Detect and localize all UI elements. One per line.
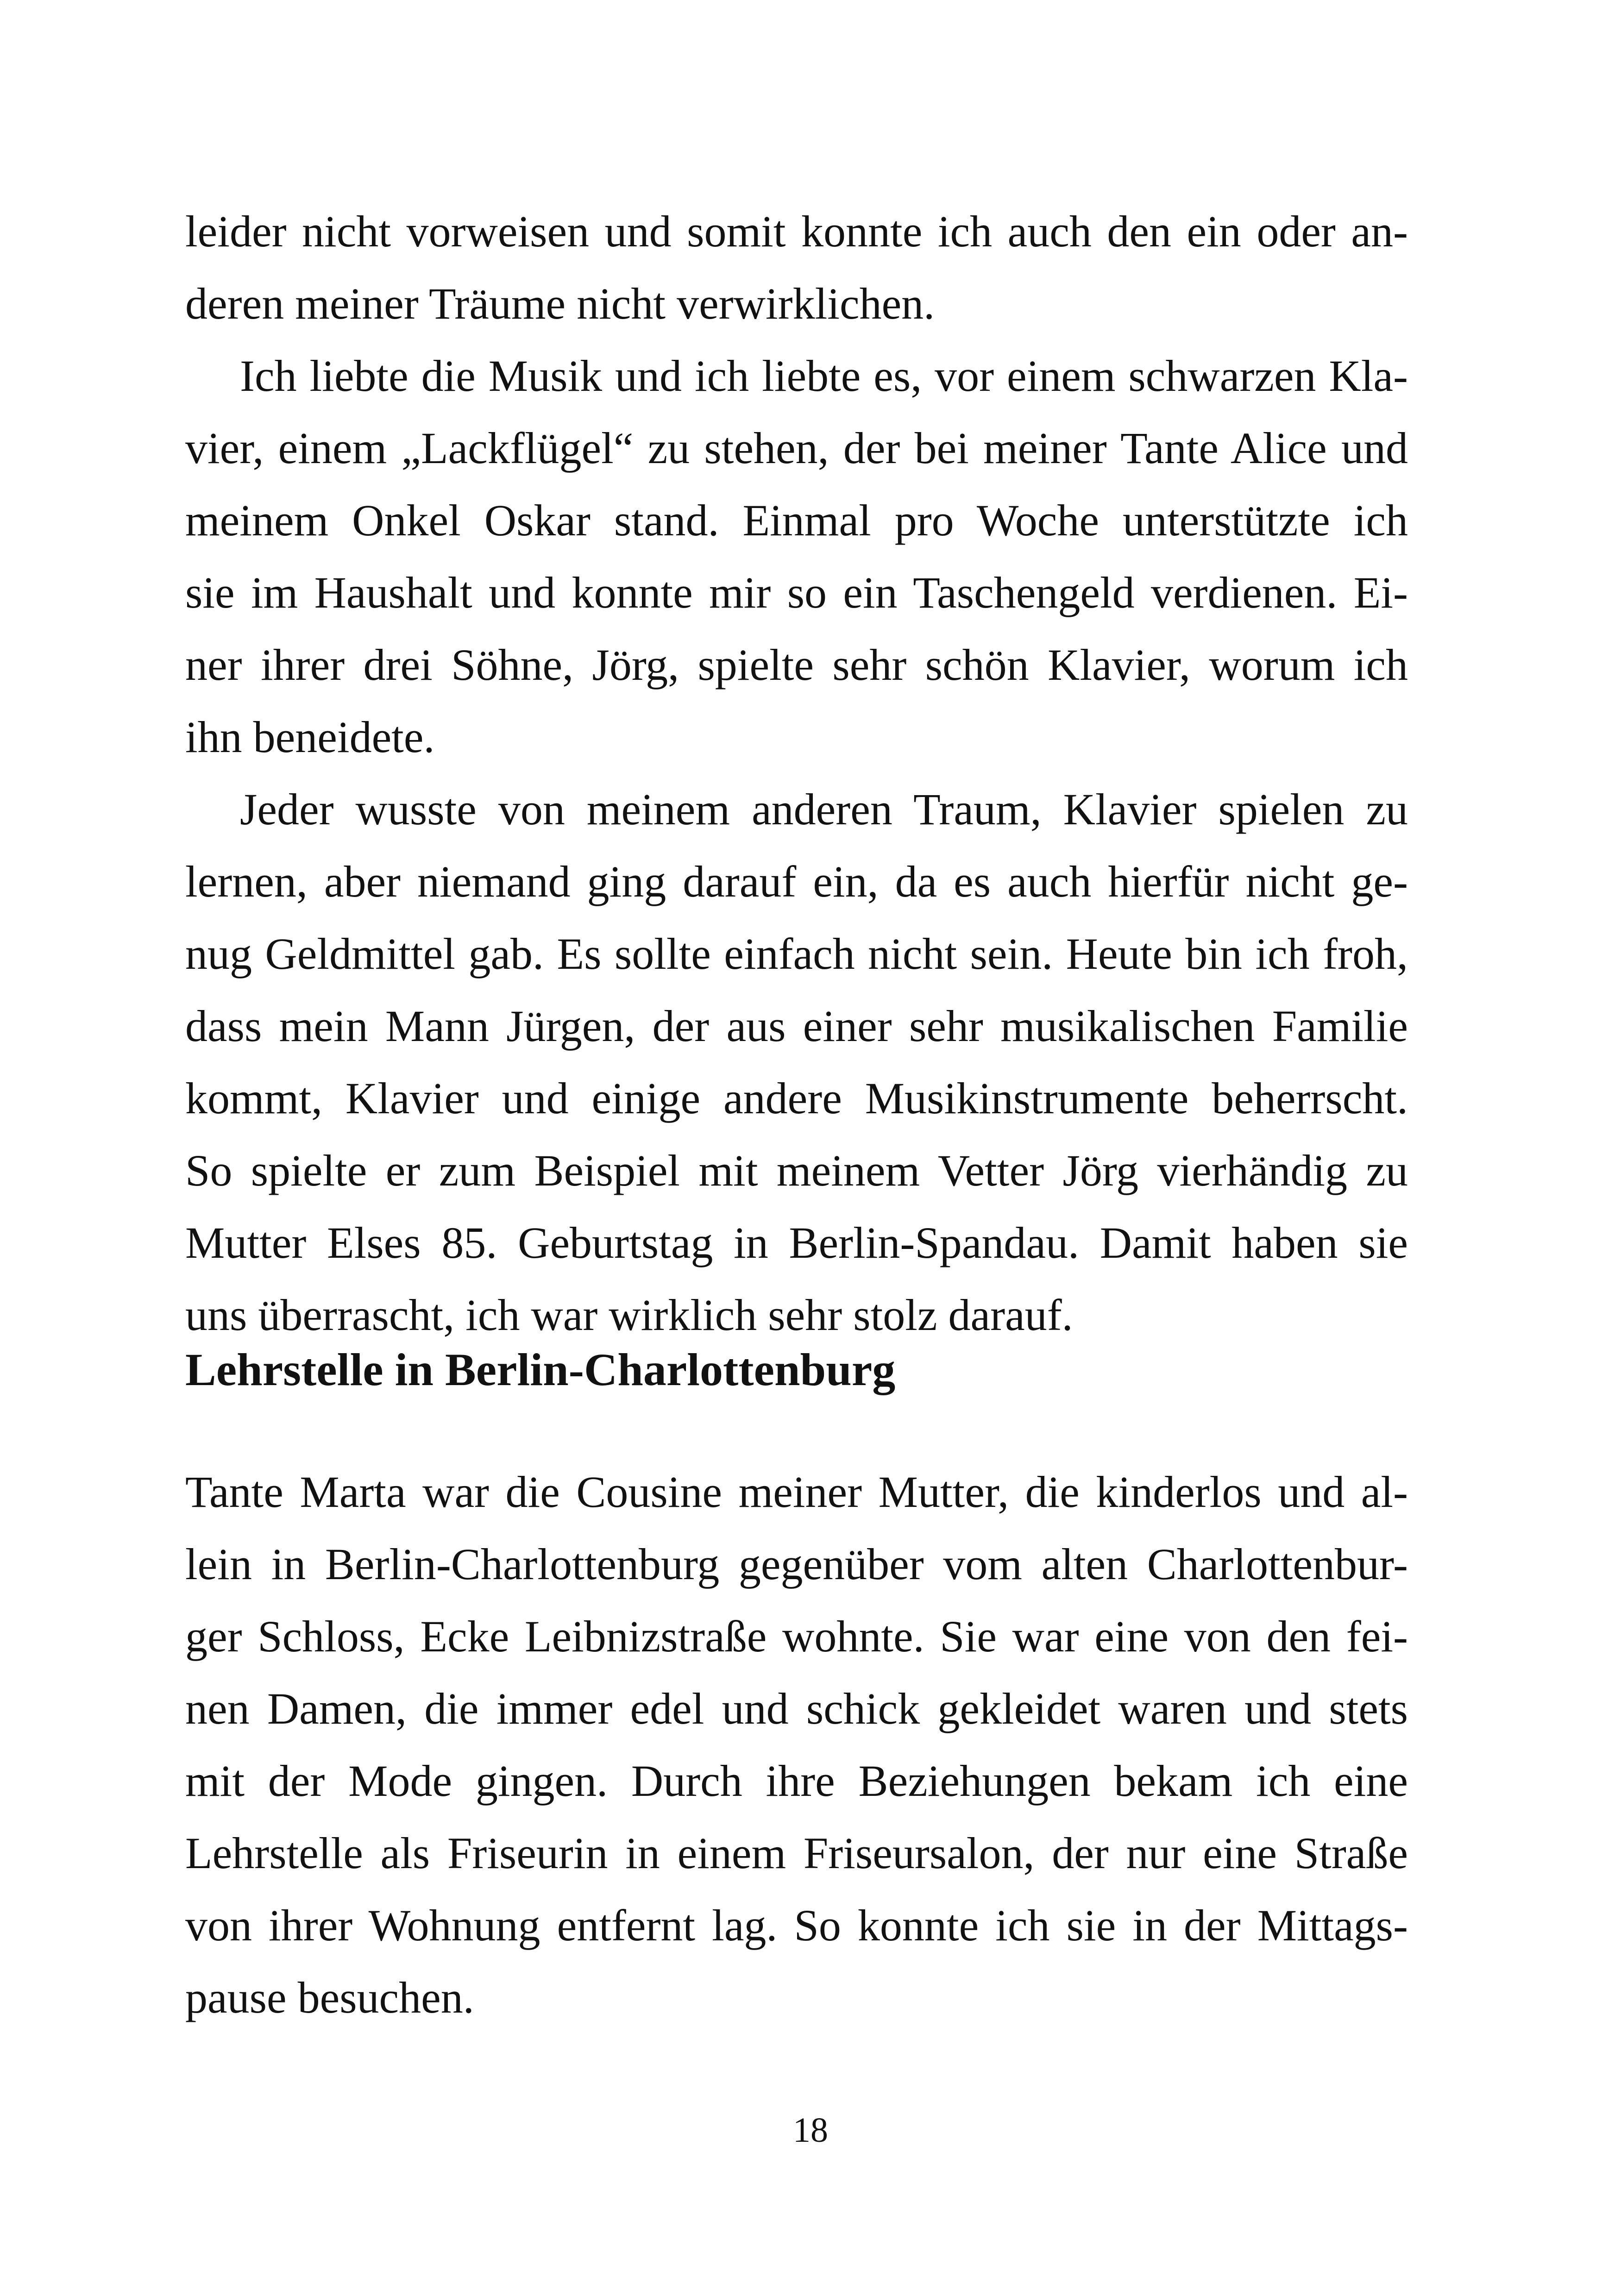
- text-line: Lehrstelle als Friseurin in einem Friseursalon, der nur eine Straße: [185, 1828, 1408, 1878]
- text-line: meinem Onkel Oskar stand. Einmal pro Woche unterstützte ich: [185, 496, 1408, 545]
- text-line: nen Damen, die immer edel und schick gekleidet waren und stets: [185, 1684, 1408, 1733]
- text-line: kommt, Klavier und einige andere Musikinstrumente beherrscht.: [185, 1073, 1408, 1123]
- text-line: deren meiner Träume nicht verwirklichen.: [185, 279, 935, 328]
- text-line: Mutter Elses 85. Geburtstag in Berlin-Spandau. Damit haben sie: [185, 1218, 1408, 1267]
- text-line: lein in Berlin-Charlottenburg gegenüber vom alten Charlottenbur-: [185, 1539, 1408, 1589]
- text-line: Ich liebte die Musik und ich liebte es, vor einem schwarzen Kla-: [240, 351, 1408, 401]
- text-line: leider nicht vorweisen und somit konnte ich auch den ein oder an-: [185, 207, 1408, 256]
- text-line: nug Geldmittel gab. Es sollte einfach nicht sein. Heute bin ich froh,: [185, 929, 1408, 979]
- text-line: So spielte er zum Beispiel mit meinem Vetter Jörg vierhändig zu: [185, 1146, 1408, 1195]
- text-line: pause besuchen.: [185, 1973, 474, 2022]
- text-line: mit der Mode gingen. Durch ihre Beziehungen bekam ich eine: [185, 1756, 1408, 1806]
- text-line: vier, einem „Lackflügel“ zu stehen, der bei meiner Tante Alice und: [185, 423, 1408, 473]
- text-line: ner ihrer drei Söhne, Jörg, spielte sehr schön Klavier, worum ich: [185, 640, 1408, 690]
- text-line: Jeder wusste von meinem anderen Traum, Klavier spielen zu: [240, 784, 1408, 834]
- text-line: ihn beneidete.: [185, 712, 435, 762]
- page-number: 18: [793, 2111, 828, 2150]
- text-line: ger Schloss, Ecke Leibnizstraße wohnte. Sie war eine von den fei-: [185, 1612, 1408, 1661]
- text-line: uns überrascht, ich war wirklich sehr stolz darauf.: [185, 1290, 1073, 1340]
- text-line: lernen, aber niemand ging darauf ein, da es auch hierfür nicht ge-: [185, 857, 1408, 906]
- text-line: von ihrer Wohnung entfernt lag. So konnte ich sie in der Mittags-: [185, 1901, 1408, 1950]
- section-heading: Lehrstelle in Berlin-Charlottenburg: [185, 1344, 896, 1395]
- text-line: Tante Marta war die Cousine meiner Mutter, die kinderlos und al-: [185, 1467, 1408, 1517]
- text-line: dass mein Mann Jürgen, der aus einer sehr musikalischen Familie: [185, 1001, 1408, 1051]
- text-line: sie im Haushalt und konnte mir so ein Taschengeld verdienen. Ei-: [185, 568, 1408, 617]
